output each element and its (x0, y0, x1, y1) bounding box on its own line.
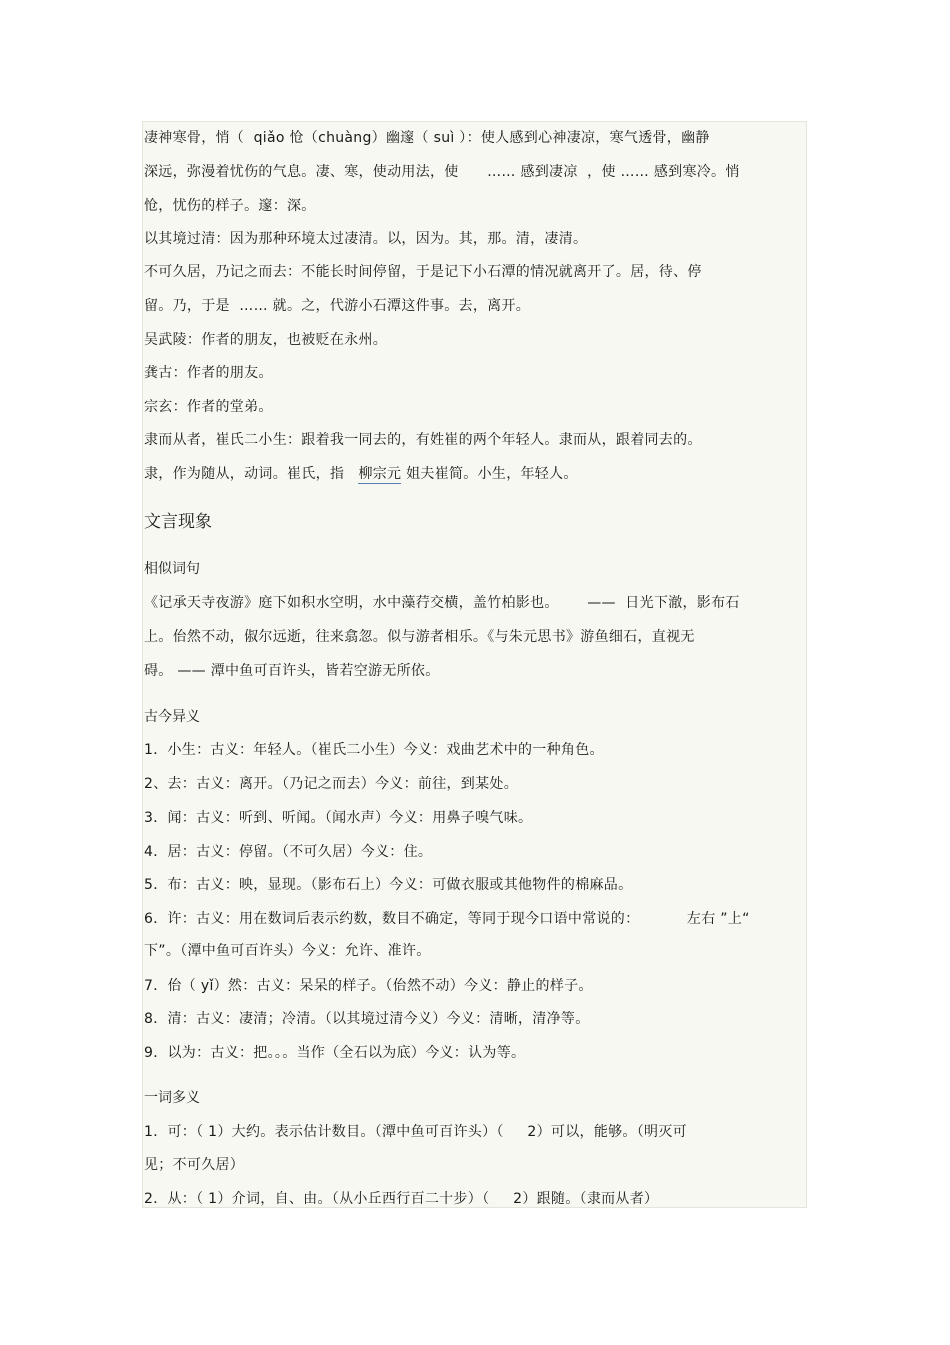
list-item: 5．布：古义：映，显现。（影布石上）今义：可做衣服或其他物件的棉麻品。 (144, 877, 633, 893)
text-line: 吴武陵：作者的朋友，也被贬在永州。 (144, 332, 388, 348)
text-line: 怆，忧伤的样子。邃：深。 (144, 198, 316, 214)
list-item: 7．佁（ yǐ）然：古义：呆呆的样子。（佁然不动）今义：静止的样子。 (144, 978, 593, 994)
liu-zongyuan-link[interactable]: 柳宗元 (358, 466, 402, 482)
text-line (144, 464, 578, 484)
list-item: 2、去：古义：离开。（乃记之而去）今义：前往，到某处。 (144, 776, 519, 792)
text-line: 隶而从者，崔氏二小生：跟着我一同去的，有姓崔的两个年轻人。隶而从，跟着同去的。 (144, 432, 702, 448)
text-line: 龚古：作者的朋友。 (144, 365, 273, 381)
text-line: 上。佁然不动，俶尔远逝，往来翕忽。似与游者相乐。《与朱元思书》游鱼细石，直视无 (144, 629, 695, 645)
subsection-heading: 古今异义 (144, 709, 200, 725)
text-line: 留。乃，于是 …… 就。之，代游小石潭这件事。去，离开。 (144, 298, 531, 314)
text-line: 《记承天寺夜游》庭下如积水空明，水中藻荇交横，盖竹柏影也。 —— 日光下澈，影布石 (144, 595, 740, 611)
subsection-heading: 一词多义 (144, 1090, 200, 1106)
list-item: 9．以为：古义：把。。。当作（全石以为底）今义：认为等。 (144, 1045, 526, 1061)
text-line: 凄神寒骨，悄（ qiǎo 怆（chuàng）幽邃（ suì ）：使人感到心神凄凉，寒气透骨，幽静 (144, 130, 710, 146)
subsection-heading: 相似词句 (144, 561, 200, 577)
text-line: 碍。 —— 潭中鱼可百许头，皆若空游无所依。 (144, 663, 440, 679)
text-line: 深远，弥漫着忧伤的气息。凄、寒，使动用法，使 …… 感到凄凉 ，使 …… 感到寒冷。悄 (144, 164, 740, 180)
text-line: 不可久居，乃记之而去：不能长时间停留，于是记下小石潭的情况就离开了。居，待、停 (144, 264, 702, 280)
list-item: 3．闻：古义：听到、听闻。（闻水声）今义：用鼻子嗅气味。 (144, 810, 533, 826)
text-line: 宗玄：作者的堂弟。 (144, 399, 273, 415)
list-item: 6．许：古义：用在数词后表示约数，数目不确定，等同于现今口语中常说的： 左右 ”上“ (144, 911, 750, 927)
text-line: 以其境过清：因为那种环境太过凄清。以，因为。其，那。清，凄清。 (144, 231, 588, 247)
section-heading: 文言现象 (144, 512, 212, 532)
list-item: 下”。（潭中鱼可百许头）今义：允许、准许。 (144, 943, 431, 959)
list-item: 4．居：古义：停留。（不可久居）今义：住。 (144, 844, 433, 860)
list-item: 2．从：（ 1）介词，自、由。（从小丘西行百二十步）（ 2）跟随。（隶而从者） (144, 1191, 659, 1207)
text-segment: 隶，作为随从，动词。崔氏，指 (144, 466, 359, 482)
list-item: 8．清：古义：凄清；冷清。（以其境过清今义）今义：清晰，清净等。 (144, 1011, 590, 1027)
list-item: 1．可：（ 1）大约。表示估计数目。（潭中鱼可百许头）（ 2）可以，能够。（明灭可 (144, 1124, 687, 1140)
list-item: 见；不可久居） (144, 1157, 245, 1173)
list-item: 1．小生：古义：年轻人。（崔氏二小生）今义：戏曲艺术中的一种角色。 (144, 742, 604, 758)
text-segment: 姐夫崔简。小生，年轻人。 (401, 466, 578, 482)
